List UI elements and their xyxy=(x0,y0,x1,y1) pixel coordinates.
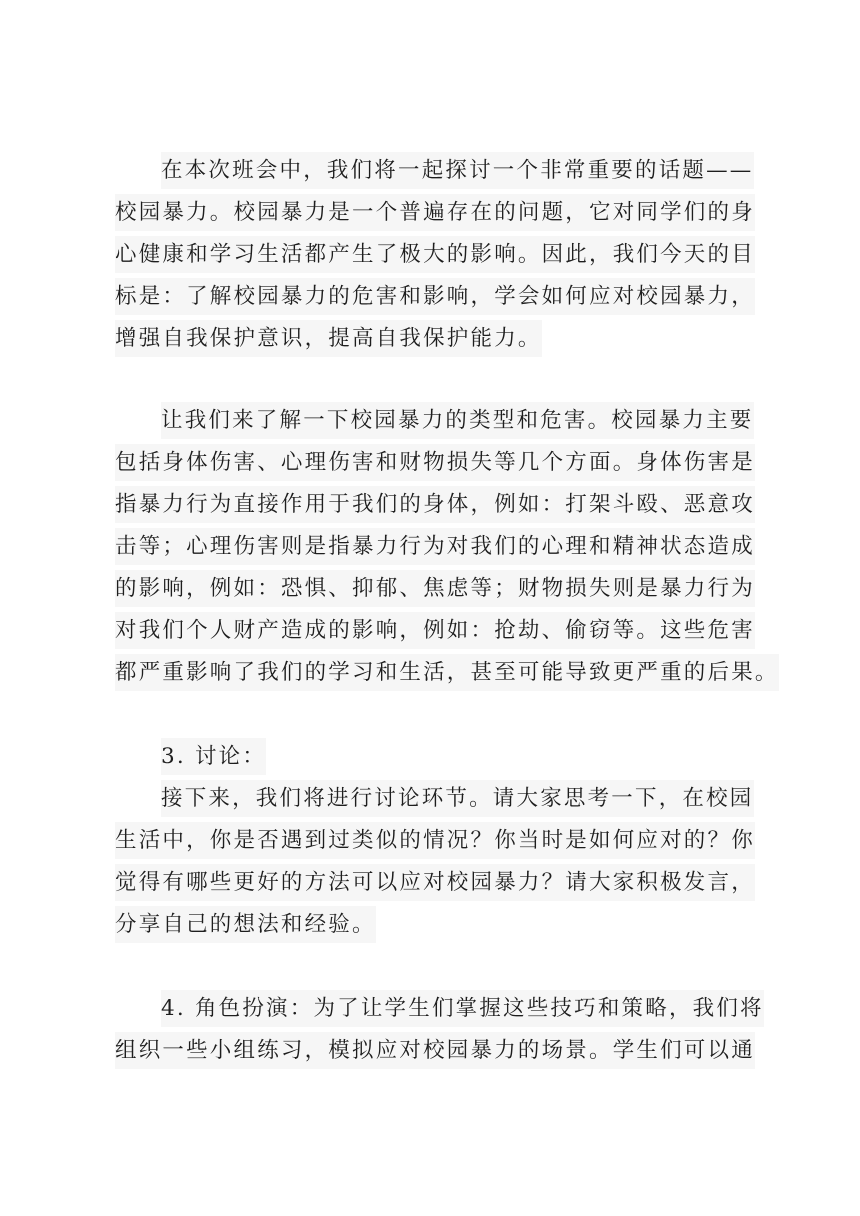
text-line: 都严重影响了我们的学习和生活，甚至可能导致更严重的后果。 xyxy=(115,652,795,694)
text-line: 的影响，例如：恐惧、抑郁、焦虑等；财物损失则是暴力行为 xyxy=(115,568,795,610)
text-line: 指暴力行为直接作用于我们的身体，例如：打架斗殴、恶意攻 xyxy=(115,484,795,526)
text-line: 组织一些小组练习，模拟应对校园暴力的场景。学生们可以通 xyxy=(115,1030,795,1072)
paragraph-class-meeting-goal xyxy=(115,150,795,360)
text-line: 心健康和学习生活都产生了极大的影响。因此，我们今天的目 xyxy=(115,234,795,276)
text-line: 对我们个人财产造成的影响，例如：抢劫、偷窃等。这些危害 xyxy=(115,610,795,652)
text-line: 让我们来了解一下校园暴力的类型和危害。校园暴力主要 xyxy=(115,400,795,442)
section-heading-discussion: 3. 讨论： xyxy=(115,736,795,778)
paragraph-discussion xyxy=(115,736,795,946)
section-heading-role-play: 4. 角色扮演：为了让学生们掌握这些技巧和策略，我们将 xyxy=(115,988,795,1030)
text-line: 觉得有哪些更好的方法可以应对校园暴力？请大家积极发言， xyxy=(115,862,795,904)
text-line: 在本次班会中，我们将一起探讨一个非常重要的话题—— xyxy=(115,150,795,192)
text-line: 生活中，你是否遇到过类似的情况？你当时是如何应对的？你 xyxy=(115,820,795,862)
text-line: 标是：了解校园暴力的危害和影响，学会如何应对校园暴力， xyxy=(115,276,795,318)
text-line: 增强自我保护意识，提高自我保护能力。 xyxy=(115,318,795,360)
text-line: 接下来，我们将进行讨论环节。请大家思考一下，在校园 xyxy=(115,778,795,820)
text-line: 校园暴力。校园暴力是一个普遍存在的问题，它对同学们的身 xyxy=(115,192,795,234)
text-line: 分享自己的想法和经验。 xyxy=(115,904,795,946)
text-line: 击等；心理伤害则是指暴力行为对我们的心理和精神状态造成 xyxy=(115,526,795,568)
paragraph-role-play xyxy=(115,988,795,1072)
paragraph-violence-types xyxy=(115,400,795,694)
text-line: 包括身体伤害、心理伤害和财物损失等几个方面。身体伤害是 xyxy=(115,442,795,484)
